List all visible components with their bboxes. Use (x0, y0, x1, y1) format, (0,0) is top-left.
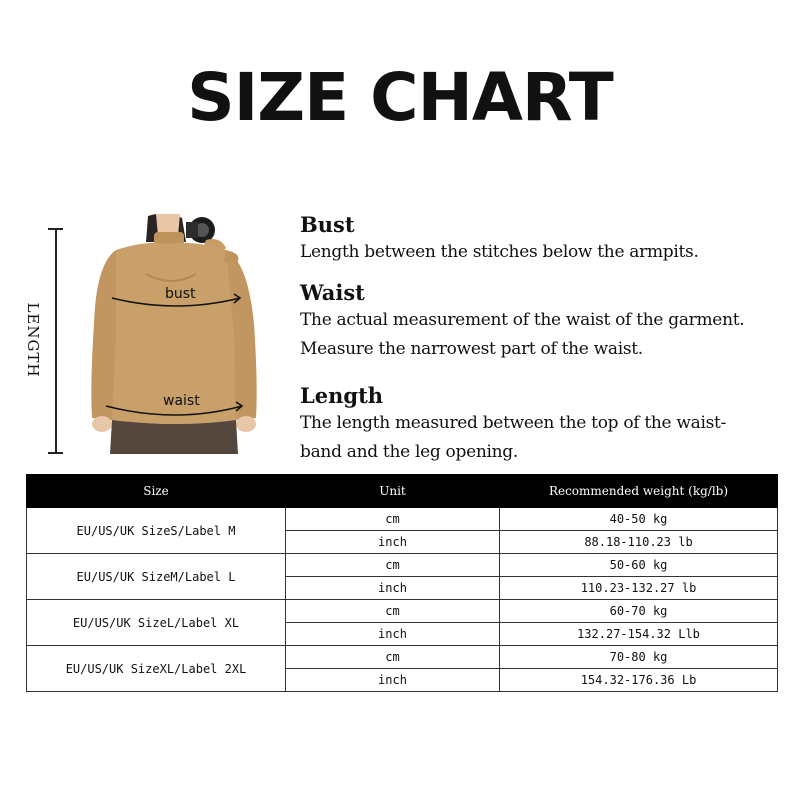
size-cell: EU/US/UK SizeS/Label M (27, 508, 286, 554)
weight-cell: 132.27-154.32 Llb (500, 623, 778, 646)
length-text-line-2: band and the leg opening. (300, 442, 518, 462)
size-cell: EU/US/UK SizeL/Label XL (27, 600, 286, 646)
bust-text: Length between the stitches below the armpits. (300, 242, 699, 262)
weight-cell: 60-70 kg (500, 600, 778, 623)
unit-cell: cm (286, 646, 500, 669)
unit-cell: cm (286, 508, 500, 531)
length-ruler-label: LENGTH (24, 302, 42, 378)
waist-heading: Waist (300, 280, 365, 305)
table-row (27, 646, 778, 669)
weight-cell: 88.18-110.23 lb (500, 531, 778, 554)
unit-cell: inch (286, 531, 500, 554)
table-row (27, 508, 778, 531)
weight-cell: 40-50 kg (500, 508, 778, 531)
sweater-photo (86, 214, 260, 454)
unit-cell: inch (286, 623, 500, 646)
waist-description (300, 280, 744, 364)
length-ruler (55, 228, 57, 453)
bust-tag: bust (165, 286, 196, 302)
size-cell: EU/US/UK SizeXL/Label 2XL (27, 646, 286, 692)
unit-cell: inch (286, 669, 500, 692)
waist-tag: waist (163, 393, 200, 409)
unit-cell: inch (286, 577, 500, 600)
ruler-top-cap (48, 228, 63, 230)
unit-cell: cm (286, 600, 500, 623)
header-weight: Recommended weight (kg/lb) (500, 475, 778, 508)
header-unit: Unit (286, 475, 500, 508)
table-row (27, 554, 778, 577)
weight-cell: 50-60 kg (500, 554, 778, 577)
table-row (27, 600, 778, 623)
table-header-row (27, 475, 778, 508)
ruler-bottom-cap (48, 452, 63, 454)
length-description (300, 383, 726, 467)
unit-cell: cm (286, 554, 500, 577)
page-title: SIZE CHART (187, 59, 613, 136)
bust-description (300, 212, 699, 267)
waist-text-line-1: The actual measurement of the waist of the garment. (300, 310, 745, 330)
waist-text-line-2: Measure the narrowest part of the waist. (300, 339, 643, 359)
size-cell: EU/US/UK SizeM/Label L (27, 554, 286, 600)
header-size: Size (27, 475, 286, 508)
weight-cell: 110.23-132.27 lb (500, 577, 778, 600)
weight-cell: 154.32-176.36 Lb (500, 669, 778, 692)
bust-heading: Bust (300, 212, 355, 237)
length-text-line-1: The length measured between the top of the waist- (300, 413, 727, 433)
length-heading: Length (300, 383, 384, 408)
size-table (26, 474, 778, 692)
weight-cell: 70-80 kg (500, 646, 778, 669)
